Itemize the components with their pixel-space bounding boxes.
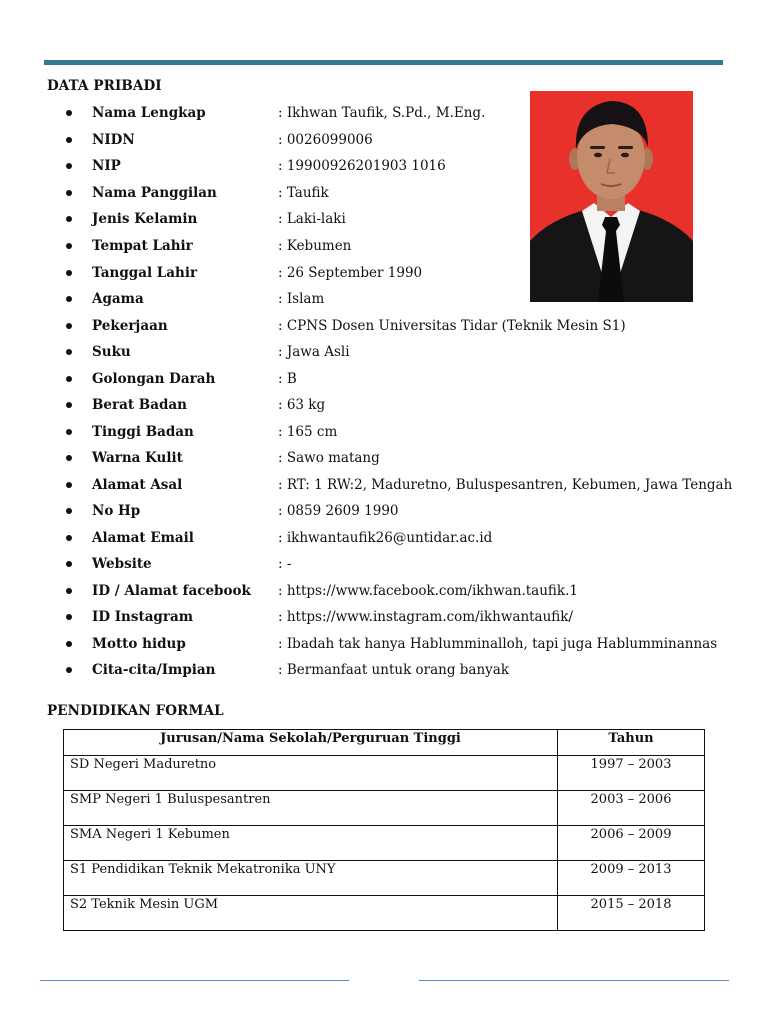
field-label: Pekerjaan — [92, 317, 168, 334]
footer-line-left — [40, 980, 349, 981]
bullet-icon — [66, 270, 72, 276]
field-value: : 0026099006 — [278, 131, 373, 148]
field-value: : RT: 1 RW:2, Maduretno, Buluspesantren, Kebumen, Jawa Tengah — [278, 476, 733, 493]
list-item — [0, 233, 760, 259]
table-row — [64, 896, 705, 931]
list-item — [0, 631, 760, 657]
bullet-icon — [66, 482, 72, 488]
field-value: : Bermanfaat untuk orang banyak — [278, 662, 510, 678]
field-value: : Ibadah tak hanya Hablumminalloh, tapi juga Hablumminannas — [278, 635, 718, 652]
field-value: : CPNS Dosen Universitas Tidar (Teknik Mesin S1) — [278, 317, 626, 334]
field-label: Tanggal Lahir — [92, 264, 198, 281]
field-value: : ikhwantaufik26@untidar.ac.id — [278, 529, 493, 546]
list-item — [0, 498, 760, 524]
list-item — [0, 551, 760, 577]
field-label: Cita-cita/Impian — [92, 662, 216, 678]
bullet-icon — [66, 429, 72, 435]
bullet-icon — [66, 508, 72, 514]
year-cell: 2003 – 2006 — [558, 791, 705, 826]
column-header-school: Jurusan/Nama Sekolah/Perguruan Tinggi — [64, 730, 558, 756]
year-cell: 1997 – 2003 — [558, 756, 705, 791]
list-item — [0, 153, 760, 179]
field-value: : 63 kg — [278, 397, 326, 413]
bullet-icon — [66, 614, 72, 620]
field-value: : 26 September 1990 — [278, 264, 423, 281]
bullet-icon — [66, 323, 72, 329]
field-label: Berat Badan — [92, 397, 187, 413]
bullet-icon — [66, 137, 72, 143]
field-value: : https://www.instagram.com/ikhwantaufik/ — [278, 609, 574, 625]
field-value: : Ikhwan Taufik, S.Pd., M.Eng. — [278, 105, 486, 121]
school-cell: SD Negeri Maduretno — [64, 756, 558, 791]
list-item — [0, 366, 760, 392]
bullet-icon — [66, 243, 72, 249]
field-label: No Hp — [92, 503, 141, 519]
field-label: Agama — [92, 291, 144, 307]
school-cell: SMA Negeri 1 Kebumen — [64, 826, 558, 861]
field-label: Alamat Asal — [92, 476, 183, 493]
field-label: Tinggi Badan — [92, 423, 194, 440]
list-item — [0, 657, 760, 683]
list-item — [0, 206, 760, 232]
education-table — [63, 729, 705, 931]
bullet-icon — [66, 402, 72, 408]
bullet-icon — [66, 588, 72, 594]
table-row — [64, 826, 705, 861]
field-label: Nama Lengkap — [92, 105, 206, 121]
list-item — [0, 604, 760, 630]
bullet-icon — [66, 216, 72, 222]
list-item — [0, 100, 760, 126]
school-cell: S2 Teknik Mesin UGM — [64, 896, 558, 931]
field-label: Warna Kulit — [92, 450, 183, 466]
field-value: : https://www.facebook.com/ikhwan.taufik.1 — [278, 582, 578, 599]
field-value: : Sawo matang — [278, 450, 380, 466]
top-accent-bar — [44, 60, 723, 65]
table-row — [64, 861, 705, 896]
field-label: ID / Alamat facebook — [92, 582, 251, 599]
field-value: : 165 cm — [278, 423, 338, 440]
bullet-icon — [66, 296, 72, 302]
list-item — [0, 127, 760, 153]
bullet-icon — [66, 190, 72, 196]
field-label: Suku — [92, 344, 131, 360]
table-row — [64, 791, 705, 826]
field-value: : Laki-laki — [278, 211, 346, 227]
list-item — [0, 445, 760, 471]
field-value: : Kebumen — [278, 237, 352, 254]
field-label: Nama Panggilan — [92, 184, 217, 201]
bullet-icon — [66, 641, 72, 647]
section-title-personal: DATA PRIBADI — [47, 78, 162, 94]
field-label: Tempat Lahir — [92, 237, 193, 254]
year-cell: 2006 – 2009 — [558, 826, 705, 861]
field-label: Website — [92, 556, 152, 572]
field-value: : Taufik — [278, 184, 329, 201]
field-value: : 0859 2609 1990 — [278, 503, 399, 519]
field-label: Golongan Darah — [92, 370, 216, 387]
field-value: : Islam — [278, 291, 325, 307]
list-item — [0, 180, 760, 206]
list-item — [0, 472, 760, 498]
bullet-icon — [66, 535, 72, 541]
bullet-icon — [66, 349, 72, 355]
school-cell: SMP Negeri 1 Buluspesantren — [64, 791, 558, 826]
list-item — [0, 578, 760, 604]
bullet-icon — [66, 667, 72, 673]
bullet-icon — [66, 376, 72, 382]
field-value: : B — [278, 370, 297, 387]
field-label: NIP — [92, 158, 121, 174]
field-label: Jenis Kelamin — [92, 211, 198, 227]
list-item — [0, 392, 760, 418]
table-row — [64, 756, 705, 791]
list-item — [0, 286, 760, 312]
field-label: Alamat Email — [92, 529, 194, 546]
section-title-education: PENDIDIKAN FORMAL — [47, 703, 224, 719]
field-value: : 19900926201903 1016 — [278, 158, 446, 174]
bullet-icon — [66, 163, 72, 169]
field-value: : - — [278, 556, 292, 572]
bullet-icon — [66, 110, 72, 116]
list-item — [0, 339, 760, 365]
field-label: NIDN — [92, 131, 135, 148]
list-item — [0, 313, 760, 339]
column-header-year: Tahun — [558, 730, 705, 756]
education-table-header-row — [64, 730, 705, 756]
field-label: ID Instagram — [92, 609, 194, 625]
bullet-icon — [66, 561, 72, 567]
year-cell: 2015 – 2018 — [558, 896, 705, 931]
footer-line-right — [419, 980, 729, 981]
list-item — [0, 419, 760, 445]
school-cell: S1 Pendidikan Teknik Mekatronika UNY — [64, 861, 558, 896]
list-item — [0, 260, 760, 286]
list-item — [0, 525, 760, 551]
year-cell: 2009 – 2013 — [558, 861, 705, 896]
field-value: : Jawa Asli — [278, 344, 350, 360]
field-label: Motto hidup — [92, 635, 186, 652]
bullet-icon — [66, 455, 72, 461]
